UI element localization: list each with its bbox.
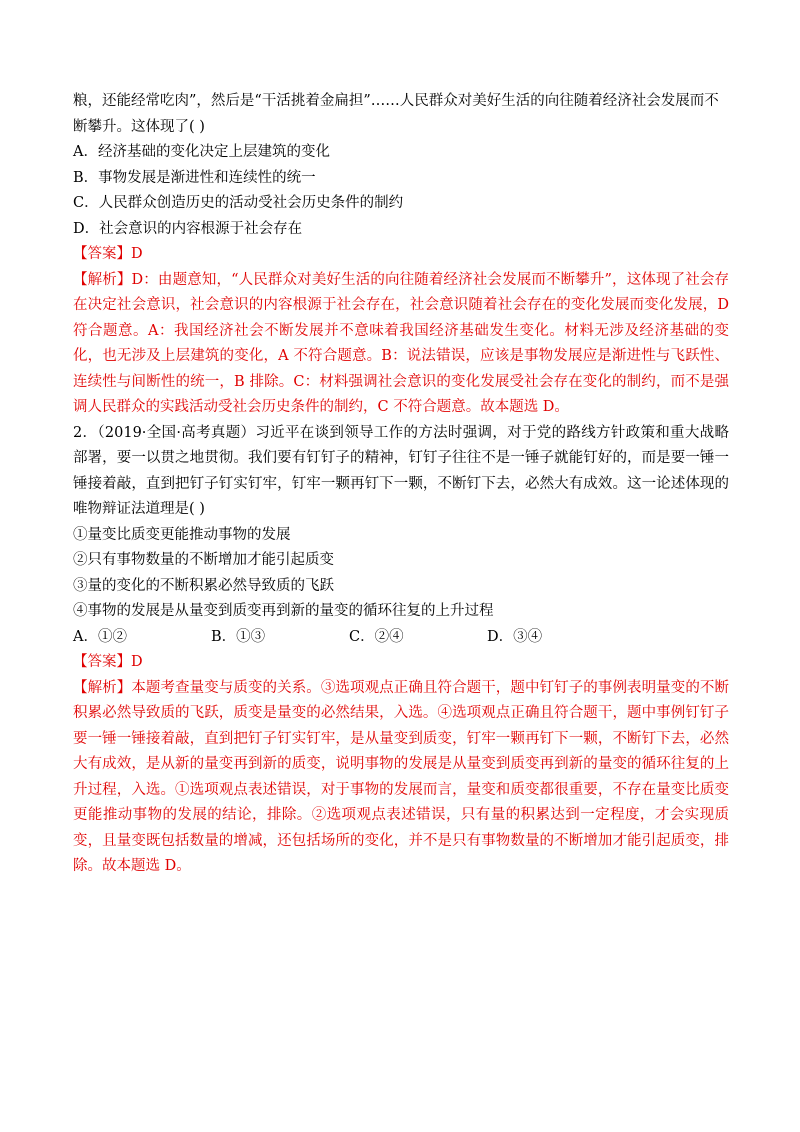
q2-stem: 2．（2019·全国·高考真题）习近平在谈到领导工作的方法时强调，对于党的路线方针政策和重大战略部署，要一以贯之地贯彻。我们要有钉钉子的精神，钉钉子往往不是一锤子就能钉好的，而是要一锤一锤接着敲，直到把钉子钉实钉牢，钉牢一颗再钉下一颗，不断钉下去，必然大有成效。这一论述体现的唯物辩证法道理是( ): [73, 424, 729, 517]
q1-option-d: D．社会意识的内容根源于社会存在: [73, 220, 303, 237]
q1-stem-line1: 粮，还能经常吃肉”，然后是“干活挑着金扁担”……人民群众对美好生活的向往随着经济社会发展而不: [73, 93, 719, 109]
document-content: [73, 89, 729, 880]
q2-statement-2: ②只有事物数量的不断增加才能引起质变: [73, 552, 334, 568]
q1-analysis: 【解析】D：由题意知，“人民群众对美好生活的向往随着经济社会发展而不断攀升”，这体现了社会存在决定社会意识，社会意识的内容根源于社会存在，社会意识随着社会存在的变化发展而变化发展，D 符合题意。A：我国经济社会不断发展并不意味着我国经济基础发生变化。材料无涉及经济基础的变化，也无涉及上层建筑的变化，A 不符合题意。B：说法错误，应该是事物发展应是渐进性与飞跃性、连续性与间断性的统一，B 排除。C：材料强调社会意识的变化发展受社会存在变化的制约，而不是强调人民群众的实践活动受社会历史条件的制约，C 不符合题意。故本题选 D。: [73, 271, 729, 415]
q1-option-a: A．经济基础的变化决定上层建筑的变化: [73, 144, 330, 160]
q1-option-c: C．人民群众创造历史的活动受社会历史条件的制约: [73, 195, 404, 211]
q2-choices: [73, 625, 729, 651]
q1-answer: 【答案】D: [73, 246, 143, 262]
q2-choice-b: B．①③: [211, 628, 266, 645]
q2-answer: 【答案】D: [73, 654, 143, 670]
q2-statement-1: ①量变比质变更能推动事物的发展: [73, 526, 291, 543]
q2-choice-c: C．②④: [349, 628, 404, 645]
q2-choice-a: A．①②: [73, 628, 127, 645]
q2-statement-4: ④事物的发展是从量变到质变再到新的量变的循环往复的上升过程: [73, 603, 494, 619]
q1-stem-line2: 断攀升。这体现了( ): [73, 118, 205, 135]
q1-option-b: B．事物发展是渐进性和连续性的统一: [73, 169, 316, 186]
q2-statement-3: ③量的变化的不断积累必然导致质的飞跃: [73, 577, 334, 594]
q2-analysis: 【解析】本题考查量变与质变的关系。③选项观点正确且符合题干，题中钉钉子的事例表明量变的不断积累必然导致质的飞跃，质变是量变的必然结果，入选。④选项观点正确且符合题干，题中事例钉钉子要一锤一锤接着敲，直到把钉子钉实钉牢，是从量变到质变，钉牢一颗再钉下一颗，不断钉下去，必然大有成效，是从新的量变再到新的质变，说明事物的发展是从量变到质变再到新的量变的循环往复的上升过程，入选。①选项观点表述错误，对于事物的发展而言，量变和质变都很重要，不存在量变比质变更能推动事物的发展的结论，排除。②选项观点表述错误，只有量的积累达到一定程度，才会实现质变，且量变既包括数量的增减，还包括场所的变化，并不是只有事物数量的不断增加才能引起质变，排除。故本题选 D。: [73, 679, 729, 874]
q2-choice-d: D．③④: [487, 628, 543, 645]
